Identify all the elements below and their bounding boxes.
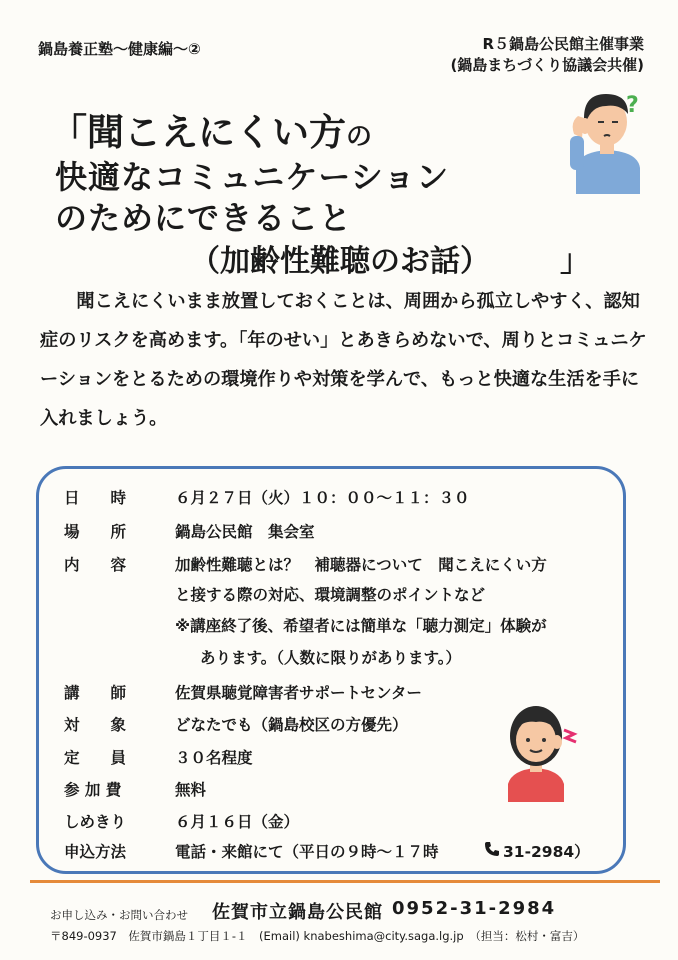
- svg-text:?: ?: [626, 93, 639, 118]
- date-value: ６月２７日（火）１０：００～１１：３０: [175, 489, 470, 507]
- content-line-3: ※講座終了後、希望者には簡単な「聴力測定」体験が: [175, 617, 547, 635]
- title-open-bracket: 「: [50, 111, 87, 154]
- address-line: 〒849-0937 佐賀市鍋島１丁目１-１ (Email) knabeshima@city.saga.lg.jp （担当：松村・富吉）: [50, 929, 585, 943]
- contact-name: 佐賀市立鍋島公民館: [212, 902, 383, 923]
- man-listening-illustration: [568, 82, 648, 194]
- apply-value: 電話・来館にて（平日の９時～１７時: [175, 843, 439, 861]
- title-line-2: 快適なコミュニケーション: [55, 158, 450, 196]
- target-label: 対 象: [64, 716, 127, 734]
- content-line-2: と接する際の対応、環境調整のポイントなど: [175, 586, 486, 604]
- place-label: 場 所: [64, 523, 127, 541]
- place-value: 鍋島公民館 集会室: [175, 523, 315, 541]
- girl-ear-illustration: [490, 690, 586, 802]
- organizer-line-2: (鍋島まちづくり協議会共催): [450, 56, 644, 74]
- fee-value: 無料: [175, 781, 207, 799]
- organizer-line-1: R５鍋島公民館主催事業: [482, 35, 644, 53]
- title-line-4: （加齢性難聴のお話）: [190, 244, 490, 279]
- title-close-bracket: 」: [560, 244, 590, 279]
- organizer: [450, 34, 644, 76]
- lecturer-value: 佐賀県聴覚障害者サポートセンター: [175, 684, 422, 702]
- title-line-1: [50, 102, 372, 156]
- phone-icon: [484, 841, 500, 857]
- series-title: 鍋島養正塾～健康編～②: [38, 40, 201, 58]
- capacity-label: 定 員: [64, 749, 127, 767]
- deadline-label: しめきり: [64, 813, 127, 831]
- content-line-1: 加齢性難聴とは？ 補聴器について 聞こえにくい方: [175, 556, 547, 574]
- contact-label: お申し込み・お問い合わせ: [50, 908, 188, 922]
- lecturer-label: 講 師: [64, 684, 127, 702]
- title-line-3: のためにできること: [55, 199, 353, 237]
- deadline-value: ６月１６日（金）: [175, 813, 300, 831]
- content-line-4: あります。（人数に限りがあります。）: [200, 649, 462, 667]
- intro-paragraph: 聞こえにくいまま放置しておくことは、周囲から孤立しやすく、認知症のリスクを高めます。「年のせい」とあきらめないで、周りとコミュニケーションをとるための環境作りや対策を学んで、もっと快適な生活を手に入れましょう。: [40, 291, 647, 429]
- title-particle: の: [346, 122, 373, 152]
- content-label: 内 容: [64, 556, 127, 574]
- date-label: 日 時: [64, 489, 127, 507]
- apply-tel: 31-2984）: [503, 843, 590, 861]
- apply-label: 申込方法: [64, 843, 127, 861]
- footer-divider: [30, 880, 660, 883]
- title-main: 聞こえにくい方: [87, 111, 346, 154]
- contact-tel: 0952-31-2984: [392, 898, 557, 919]
- target-value: どなたでも（鍋島校区の方優先）: [175, 716, 408, 734]
- capacity-value: ３０名程度: [175, 749, 253, 767]
- fee-label: 参 加 費: [64, 781, 122, 799]
